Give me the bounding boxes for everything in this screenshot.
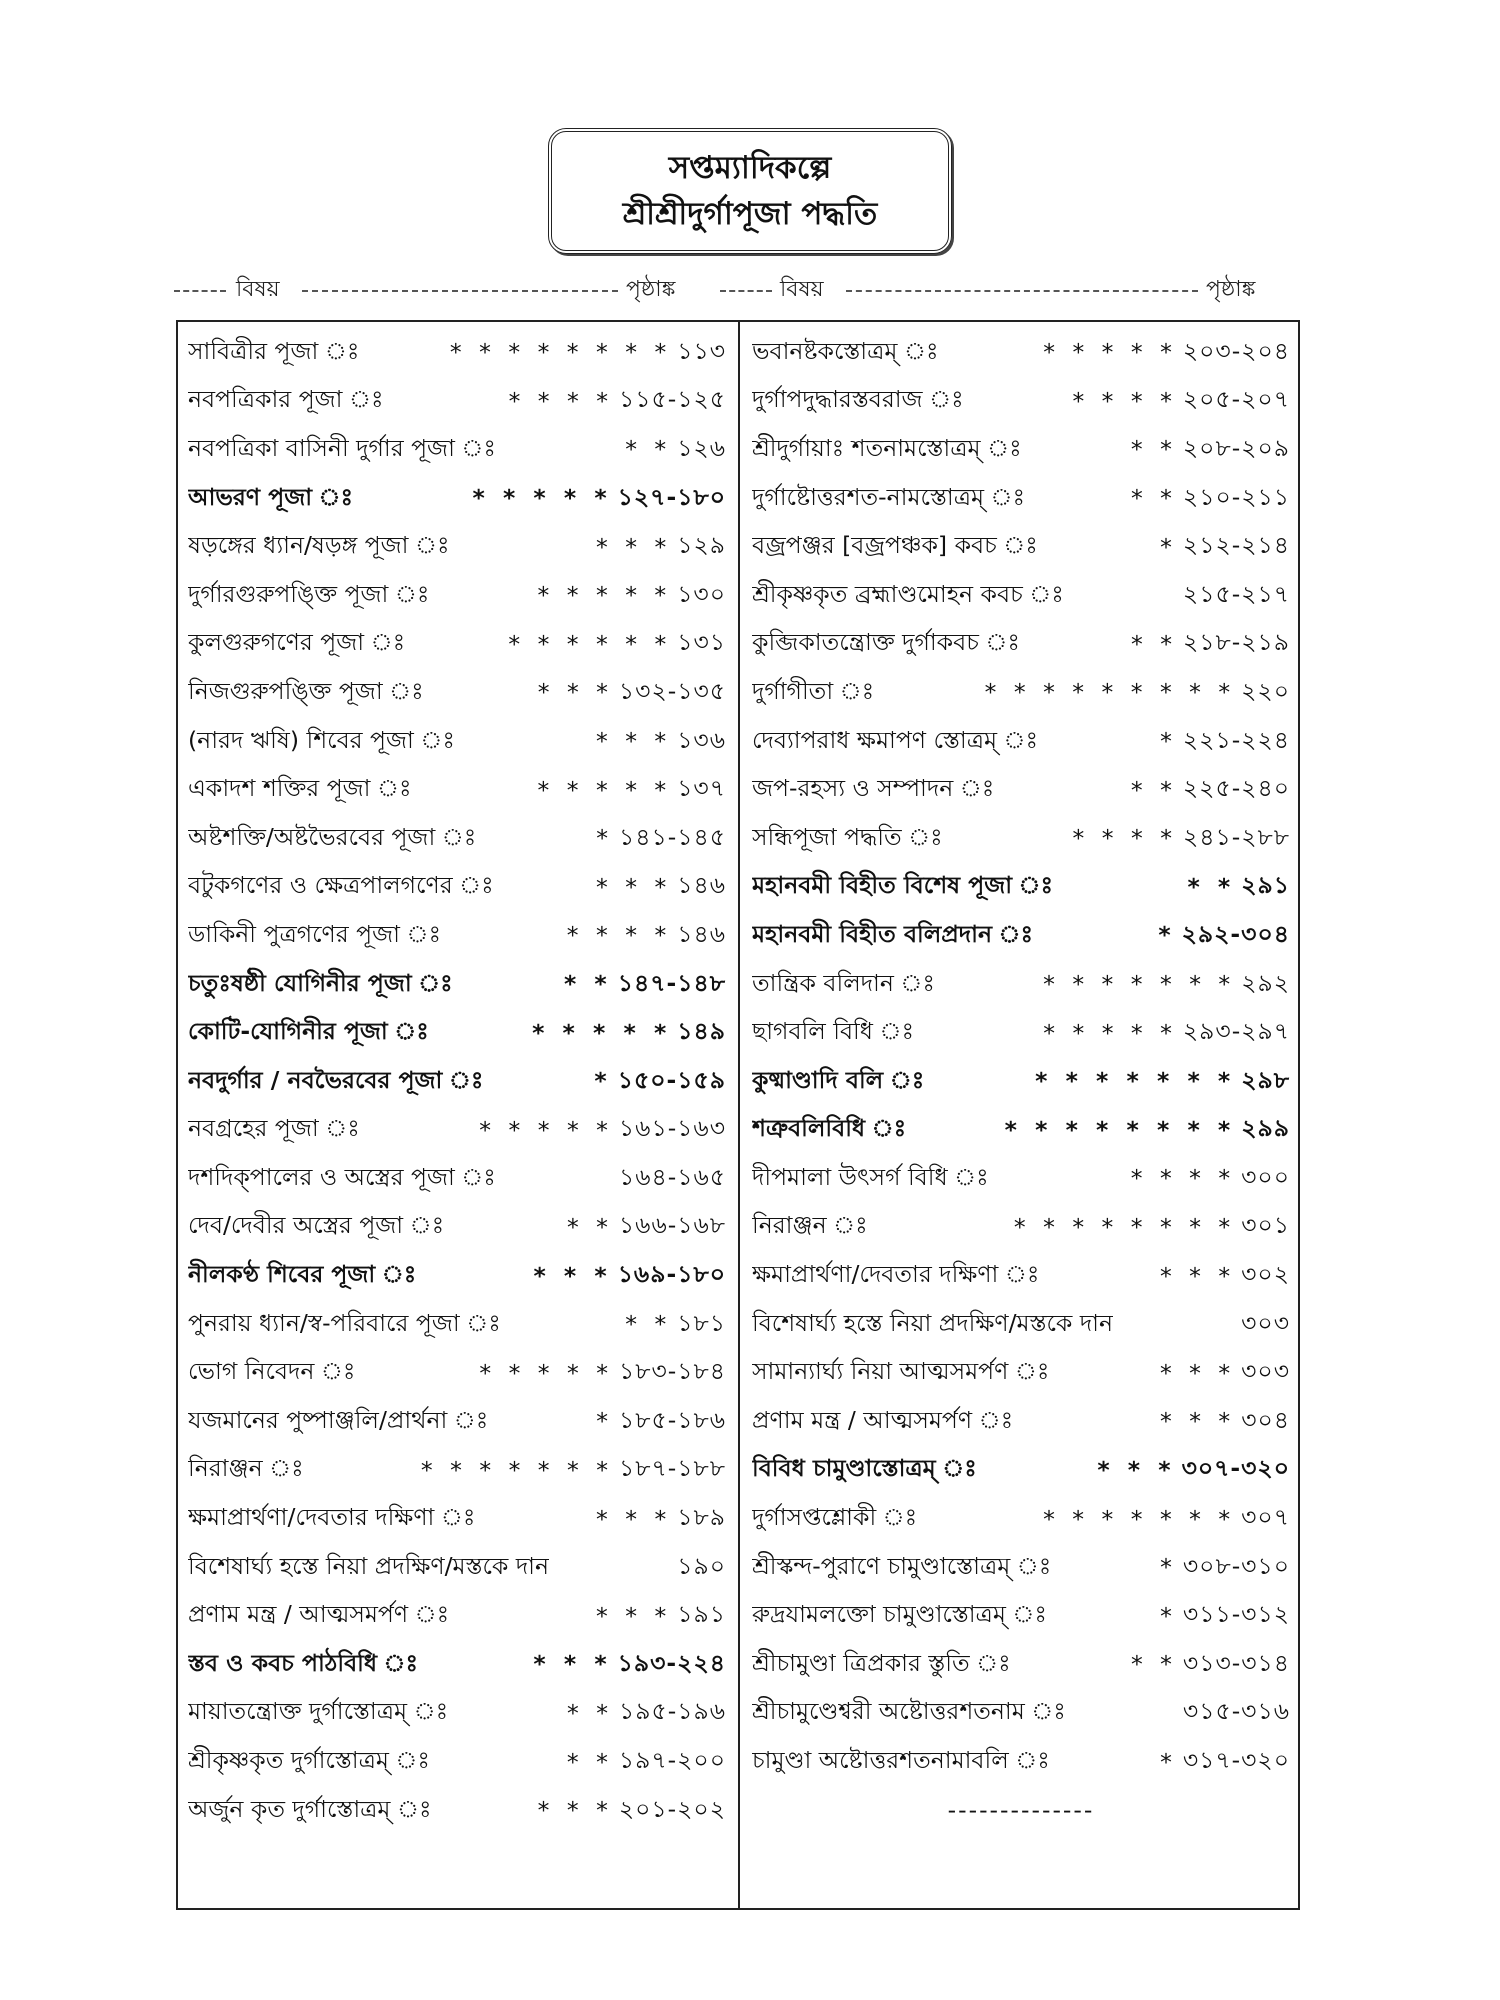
toc-item-label: নিজগুরুপঙ্ক্তি পূজা ঃ <box>188 676 424 705</box>
toc-row <box>188 1203 726 1252</box>
toc-item-label: বটুকগণের ও ক্ষেত্রপালগণের ঃ <box>188 871 494 900</box>
toc-item-label: দীপমালা উৎসর্গ বিধি ঃ <box>752 1162 989 1191</box>
toc-item-label: কুব্জিকাতন্ত্রোক্ত দুর্গাকবচ ঃ <box>752 628 1020 657</box>
toc-item-page: ৩১৫-৩১৬ <box>1182 1697 1290 1726</box>
toc-item-leader: * * <box>625 1310 672 1339</box>
toc-row <box>188 1640 726 1689</box>
toc-row <box>188 620 726 669</box>
toc-left-column <box>188 328 726 1834</box>
toc-item-page: ৩১৭-৩২০ <box>1182 1746 1290 1775</box>
toc-row <box>188 1348 726 1397</box>
toc-item-leader: * * * <box>596 872 672 901</box>
toc-row <box>188 863 726 912</box>
toc-item-leader: * <box>1160 1601 1177 1630</box>
header-dash <box>302 290 618 292</box>
toc-item-label: চামুণ্ডা অষ্টোত্তরশতনামাবলি ঃ <box>752 1746 1050 1775</box>
toc-item-page: ১৩১ <box>677 628 726 657</box>
toc-item-label: (নারদ ঋষি) শিবের পূজা ঃ <box>188 725 455 754</box>
toc-item-page: ৩০৭ <box>1241 1503 1290 1532</box>
toc-item-label: নবদুর্গার / নবভৈরবের পূজা ঃ <box>188 1065 484 1094</box>
header-dash <box>720 290 772 292</box>
toc-row <box>188 1057 726 1106</box>
toc-item-label: নবপত্রিকার পূজা ঃ <box>188 385 384 414</box>
toc-item-leader: * <box>1158 921 1176 950</box>
toc-item-page: ১৬৯-১৮০ <box>617 1260 726 1289</box>
toc-item-label: বিবিধ চামুণ্ডাস্তোত্রম্ ঃ <box>752 1454 977 1483</box>
toc-item-label: শত্রুবলিবিধি ঃ <box>752 1114 907 1143</box>
toc-item-label: শ্রীকৃষ্ণকৃত ব্রহ্মাণ্ডমোহন কবচ ঃ <box>752 579 1064 608</box>
toc-row <box>752 1397 1290 1446</box>
toc-item-leader: * * * * * * * * <box>1013 1212 1236 1241</box>
toc-item-leader: * * <box>1130 1650 1177 1679</box>
toc-item-page: ১৪৬ <box>677 871 726 900</box>
toc-item-label: শ্রীস্কন্দ-পুরাণে চামুণ্ডাস্তোত্রম্ ঃ <box>752 1551 1052 1580</box>
toc-item-page: ২২৫-২৪০ <box>1182 774 1290 803</box>
toc-row <box>752 1300 1290 1349</box>
toc-item-page: ২১২-২১৪ <box>1182 531 1290 560</box>
toc-right-column <box>752 328 1290 1834</box>
toc-item-page: ১৯৫-১৯৬ <box>618 1697 726 1726</box>
toc-item-label: সন্ধিপূজা পদ্ধতি ঃ <box>752 822 943 851</box>
toc-item-page: ১৪৬ <box>677 919 726 948</box>
toc-row <box>752 377 1290 426</box>
toc-item-page: ১৮৭-১৮৮ <box>618 1454 726 1483</box>
toc-item-label: ক্ষমাপ্রার্থণা/দেবতার দক্ষিণা ঃ <box>188 1503 476 1532</box>
toc-item-leader: * * * * * * * * <box>449 338 672 367</box>
header-subject-left: বিষয় <box>236 277 280 302</box>
toc-row <box>188 425 726 474</box>
toc-item-page: ১৩২-১৩৫ <box>618 676 726 705</box>
toc-item-label: বজ্রপঞ্জর [বজ্রপঞ্চক] কবচ ঃ <box>752 531 1038 560</box>
toc-item-page: ১২৯ <box>677 531 726 560</box>
toc-item-page: ১৪১-১৪৫ <box>619 822 726 851</box>
toc-item-page: ১৯০ <box>677 1551 726 1580</box>
toc-item-page: ১৩০ <box>677 579 726 608</box>
toc-row <box>752 1543 1290 1592</box>
toc-item-leader: * * * * * <box>472 484 612 513</box>
toc-row <box>752 668 1290 717</box>
toc-row <box>752 717 1290 766</box>
toc-item-label: দেব্যাপরাধ ক্ষমাপণ স্তোত্রম্ ঃ <box>752 725 1039 754</box>
toc-item-page: ২৯৯ <box>1241 1114 1290 1143</box>
toc-row <box>188 1154 726 1203</box>
toc-item-leader: * * * * * * <box>508 629 672 658</box>
toc-item-leader: * * * * <box>508 386 613 415</box>
header-dash <box>174 290 226 292</box>
toc-item-label: ভবানষ্টকস্তোত্রম্ ঃ <box>752 336 939 365</box>
toc-item-page: ৩১১-৩১২ <box>1182 1600 1290 1629</box>
title-line-1: সপ্তম্যাদিকল্পে <box>668 150 832 186</box>
toc-row <box>752 911 1290 960</box>
toc-row <box>752 425 1290 474</box>
toc-item-page: ১৩৬ <box>677 725 726 754</box>
toc-item-page: ২১৫-২১৭ <box>1182 579 1290 608</box>
toc-item-page: ৩০৮-৩১০ <box>1182 1551 1290 1580</box>
toc-item-page: ১৪৭-১৪৮ <box>617 968 726 997</box>
toc-item-page: ২১৮-২১৯ <box>1182 628 1290 657</box>
toc-row <box>188 474 726 523</box>
toc-item-leader: * * * * <box>1130 1164 1236 1193</box>
toc-row <box>752 1057 1290 1106</box>
toc-item-label: নিরাঞ্জন ঃ <box>752 1211 868 1240</box>
toc-row <box>752 620 1290 669</box>
toc-item-leader: * * <box>1130 629 1177 658</box>
toc-item-leader: * <box>1160 532 1177 561</box>
toc-item-leader: * * * <box>1159 1358 1236 1387</box>
toc-row <box>752 1348 1290 1397</box>
toc-item-label: জপ-রহস্য ও সম্পাদন ঃ <box>752 774 995 803</box>
toc-item-leader: * * * <box>1097 1455 1176 1484</box>
toc-item-leader: * <box>596 1407 613 1436</box>
toc-row <box>188 1446 726 1495</box>
toc-item-page: ১৬৬-১৬৮ <box>618 1211 726 1240</box>
toc-item-leader: * * * * <box>1072 824 1177 853</box>
toc-item-label: নীলকণ্ঠ শিবের পূজা ঃ <box>188 1260 417 1289</box>
toc-item-leader: * <box>594 1067 612 1096</box>
toc-item-leader: * * * <box>595 727 672 756</box>
toc-item-leader: * * * * * * * <box>420 1455 613 1484</box>
toc-row <box>752 1640 1290 1689</box>
toc-item-page: ১৫০-১৫৯ <box>617 1065 726 1094</box>
toc-item-label: সামান্যার্ঘ্য নিয়া আত্মসমর্পণ ঃ <box>752 1357 1050 1386</box>
toc-row <box>188 1300 726 1349</box>
toc-item-page: ১৯৩-২২৪ <box>617 1648 726 1677</box>
toc-item-label: সাবিত্রীর পূজা ঃ <box>188 336 360 365</box>
toc-item-leader: * * * <box>1159 1407 1236 1436</box>
toc-item-leader: * * <box>566 1747 613 1776</box>
toc-item-page: ৩০৩ <box>1241 1308 1290 1337</box>
toc-row <box>752 522 1290 571</box>
toc-item-leader: * <box>596 824 614 853</box>
toc-item-leader: * * <box>1130 484 1177 513</box>
toc-item-page: ২৪১-২৮৮ <box>1182 822 1290 851</box>
title-line-2: শ্রীশ্রীদুর্গাপূজা পদ্ধতি <box>622 196 878 232</box>
toc-row <box>752 1203 1290 1252</box>
toc-item-page: ১৯৭-২০০ <box>618 1746 726 1775</box>
toc-item-page: ৩০৭-৩২০ <box>1181 1454 1290 1483</box>
toc-item-label: দুর্গারগুরুপঙ্ক্তি পূজা ঃ <box>188 579 430 608</box>
toc-item-label: দুর্গাষ্টোত্তরশত-নামস্তোত্রম্ ঃ <box>752 482 1026 511</box>
toc-item-leader: * * * <box>537 1796 613 1825</box>
toc-item-label: কুলগুরুগণের পূজা ঃ <box>188 628 406 657</box>
toc-item-page: ১৪৯ <box>677 1017 726 1046</box>
toc-item-page: ২২০ <box>1241 676 1290 705</box>
title-box <box>548 128 952 254</box>
toc-item-page: ২৯৮ <box>1241 1065 1290 1094</box>
toc-item-page: ১৬৪-১৬৫ <box>618 1162 726 1191</box>
toc-item-label: দুর্গাপদুদ্ধারস্তবরাজ ঃ <box>752 385 964 414</box>
toc-item-leader: * * * <box>596 1601 672 1630</box>
toc-item-page: ১৯১ <box>677 1600 726 1629</box>
toc-row <box>188 1786 726 1835</box>
toc-item-label: স্তব ও কবচ পাঠবিধি ঃ <box>188 1648 419 1677</box>
toc-item-label: পুনরায় ধ্যান/স্ব-পরিবারে পূজা ঃ <box>188 1308 501 1337</box>
toc-row <box>188 1543 726 1592</box>
toc-item-label: তান্ত্রিক বলিদান ঃ <box>752 968 935 997</box>
toc-item-leader: * * <box>1130 435 1177 464</box>
toc-item-label: একাদশ শক্তির পূজা ঃ <box>188 774 412 803</box>
toc-item-page: ১১৫-১২৫ <box>618 385 726 414</box>
toc-item-label: শ্রীচামুণ্ডেশ্বরী অষ্টোত্তরশতনাম ঃ <box>752 1697 1066 1726</box>
toc-row <box>188 1494 726 1543</box>
toc-item-label: চতুঃষষ্ঠী যোগিনীর পূজা ঃ <box>188 968 453 997</box>
toc-table <box>176 320 1300 1910</box>
toc-row <box>188 765 726 814</box>
header-dash <box>846 290 1198 292</box>
toc-row <box>752 1689 1290 1738</box>
toc-item-page: ১৮১ <box>677 1308 726 1337</box>
toc-item-leader: * * * * * <box>1043 1018 1177 1047</box>
toc-row <box>188 960 726 1009</box>
toc-row <box>188 571 726 620</box>
toc-item-label: অর্জুন কৃত দুর্গাস্তোত্রম্ ঃ <box>188 1794 432 1823</box>
toc-item-page: ২০৩-২০৪ <box>1182 336 1290 365</box>
toc-row <box>188 668 726 717</box>
toc-item-label: শ্রীদুর্গায়াঃ শতনামস্তোত্রম্ ঃ <box>752 433 1022 462</box>
toc-row <box>752 863 1290 912</box>
header-page-left: পৃষ্ঠাঙ্ক <box>626 277 676 302</box>
toc-item-leader: * * * <box>537 678 613 707</box>
toc-item-label: মহানবমী বিহীত বলিপ্রদান ঃ <box>752 919 1034 948</box>
toc-item-leader: * * * * * <box>479 1358 613 1387</box>
toc-item-page: ১২৭-১৮০ <box>617 482 726 511</box>
toc-row <box>188 1106 726 1155</box>
toc-item-leader: * * * * * * * * * <box>984 678 1236 707</box>
toc-item-label: অষ্টশক্তি/অষ্টভৈরবের পূজা ঃ <box>188 822 477 851</box>
toc-item-leader: * * <box>1187 872 1236 901</box>
toc-row <box>752 1591 1290 1640</box>
toc-item-leader: * * <box>563 970 612 999</box>
toc-row <box>188 377 726 426</box>
toc-item-label: ভোগ নিবেদন ঃ <box>188 1357 356 1386</box>
toc-row <box>752 960 1290 1009</box>
toc-row <box>188 1008 726 1057</box>
header-subject-right: বিষয় <box>780 277 824 302</box>
toc-item-leader: * <box>1160 727 1177 756</box>
toc-item-page: ১৮৫-১৮৬ <box>618 1405 726 1434</box>
toc-end-dashes: -------------- <box>947 1796 1095 1825</box>
toc-item-leader: * * * * * <box>537 775 672 804</box>
column-header-row <box>174 270 1300 310</box>
toc-item-leader: * * * * <box>1072 386 1177 415</box>
toc-item-label: ছাগবলি বিধি ঃ <box>752 1017 914 1046</box>
toc-row <box>188 911 726 960</box>
toc-item-label: রুদ্রযামলক্তো চামুণ্ডাস্তোত্রম্ ঃ <box>752 1600 1047 1629</box>
toc-item-page: ২০৮-২০৯ <box>1182 433 1290 462</box>
toc-item-leader: * * * * * <box>537 581 672 610</box>
toc-item-leader: * * * * * <box>479 1115 613 1144</box>
toc-item-label: বিশেষার্ঘ্য হস্তে নিয়া প্রদক্ষিণ/মস্তকে দান <box>188 1551 550 1580</box>
toc-item-label: ষড়ঙ্গের ধ্যান/ষড়ঙ্গ পূজা ঃ <box>188 531 450 560</box>
toc-row <box>188 1251 726 1300</box>
toc-item-page: ১১৩ <box>677 336 726 365</box>
toc-item-page: ২৯২-৩০৪ <box>1181 919 1290 948</box>
toc-row <box>752 1008 1290 1057</box>
toc-row <box>188 1689 726 1738</box>
toc-item-page: ২৯২ <box>1241 968 1290 997</box>
toc-item-label: আভরণ পূজা ঃ <box>188 482 354 511</box>
toc-item-leader: * * * * * * * <box>1035 1067 1236 1096</box>
toc-item-label: দুর্গাগীতা ঃ <box>752 676 875 705</box>
toc-item-leader: * * * * * * * <box>1043 970 1236 999</box>
column-divider <box>738 322 740 1908</box>
toc-row <box>752 1106 1290 1155</box>
toc-row <box>752 1446 1290 1495</box>
toc-item-page: ৩১৩-৩১৪ <box>1182 1648 1290 1677</box>
toc-item-label: মায়াতন্ত্রোক্ত দুর্গাস্তোত্রম্ ঃ <box>188 1697 449 1726</box>
toc-item-leader: * * <box>1130 775 1177 804</box>
toc-item-leader: * * * <box>1159 1261 1236 1290</box>
toc-item-leader: * * * <box>533 1261 612 1290</box>
toc-row <box>752 571 1290 620</box>
toc-item-label: যজমানের পুষ্পাঞ্জলি/প্রার্থনা ঃ <box>188 1405 489 1434</box>
toc-item-page: ২০৫-২০৭ <box>1182 385 1290 414</box>
header-page-right: পৃষ্ঠাঙ্ক <box>1206 277 1256 302</box>
toc-item-page: ২২১-২২৪ <box>1182 725 1290 754</box>
toc-item-label: দেব/দেবীর অস্ত্রের পূজা ঃ <box>188 1211 445 1240</box>
toc-item-label: ডাকিনী পুত্রগণের পূজা ঃ <box>188 919 441 948</box>
toc-item-page: ২৯৩-২৯৭ <box>1182 1017 1290 1046</box>
toc-row <box>188 1591 726 1640</box>
toc-item-label: ক্ষমাপ্রার্থণা/দেবতার দক্ষিণা ঃ <box>752 1260 1040 1289</box>
toc-row <box>752 814 1290 863</box>
toc-item-label: প্রণাম মন্ত্র / আত্মসমর্পণ ঃ <box>752 1405 1014 1434</box>
toc-row <box>752 1251 1290 1300</box>
toc-item-label: দশদিক্পালের ও অস্ত্রের পূজা ঃ <box>188 1162 496 1191</box>
toc-item-leader: * * * * * * * * <box>1004 1115 1236 1144</box>
toc-row <box>752 1494 1290 1543</box>
toc-row <box>752 328 1290 377</box>
toc-item-label: কোটি-যোগিনীর পূজা ঃ <box>188 1017 429 1046</box>
toc-item-page: ১৩৭ <box>677 774 726 803</box>
toc-row <box>188 522 726 571</box>
toc-item-leader: * * * * * <box>1043 338 1177 367</box>
toc-row <box>752 1737 1290 1786</box>
toc-item-page: ২১০-২১১ <box>1182 482 1290 511</box>
toc-item-leader: * * * * <box>566 921 672 950</box>
toc-item-page: ৩০৪ <box>1241 1405 1290 1434</box>
toc-item-leader: * <box>1160 1747 1177 1776</box>
toc-item-page: ৩০০ <box>1241 1162 1290 1191</box>
toc-item-leader: * * * * * * * <box>1043 1504 1236 1533</box>
toc-item-page: ১৬১-১৬৩ <box>618 1114 726 1143</box>
toc-item-page: ২০১-২০২ <box>618 1794 726 1823</box>
toc-item-label: নবগ্রহের পূজা ঃ <box>188 1114 360 1143</box>
toc-item-page: ৩০৩ <box>1241 1357 1290 1386</box>
toc-item-leader: * <box>1160 1553 1177 1582</box>
toc-item-label: মহানবমী বিহীত বিশেষ পূজা ঃ <box>752 871 1054 900</box>
toc-item-label: শ্রীকৃষ্ণকৃত দুর্গাস্তোত্রম্ ঃ <box>188 1746 430 1775</box>
toc-row <box>188 1397 726 1446</box>
toc-item-page: ৩০২ <box>1241 1260 1290 1289</box>
toc-item-page: ১২৬ <box>677 433 726 462</box>
toc-item-page: ২৯১ <box>1241 871 1290 900</box>
toc-item-leader: * * * * * <box>532 1018 672 1047</box>
toc-item-leader: * * <box>625 435 672 464</box>
toc-item-label: কুষ্মাণ্ডাদি বলি ঃ <box>752 1065 925 1094</box>
toc-row <box>188 717 726 766</box>
toc-item-leader: * * * <box>596 1504 672 1533</box>
toc-item-label: বিশেষার্ঘ্য হস্তে নিয়া প্রদক্ষিণ/মস্তকে দান <box>752 1308 1114 1337</box>
toc-item-leader: * * * <box>596 532 672 561</box>
toc-row <box>188 814 726 863</box>
toc-item-leader: * * <box>566 1212 613 1241</box>
toc-row <box>752 765 1290 814</box>
toc-item-leader: * * * <box>533 1650 612 1679</box>
toc-row <box>752 474 1290 523</box>
toc-item-label: প্রণাম মন্ত্র / আত্মসমর্পণ ঃ <box>188 1600 450 1629</box>
toc-item-label: নিরাঞ্জন ঃ <box>188 1454 304 1483</box>
toc-item-label: শ্রীচামুণ্ডা ত্রিপ্রকার স্তুতি ঃ <box>752 1648 1011 1677</box>
toc-row <box>752 1154 1290 1203</box>
toc-item-page: ৩০১ <box>1241 1211 1290 1240</box>
toc-item-page: ১৮৯ <box>677 1503 726 1532</box>
toc-row <box>188 328 726 377</box>
toc-item-label: নবপত্রিকা বাসিনী দুর্গার পূজা ঃ <box>188 433 496 462</box>
toc-item-label: দুর্গাসপ্তশ্লোকী ঃ <box>752 1503 918 1532</box>
toc-row <box>188 1737 726 1786</box>
toc-item-leader: * * <box>567 1698 613 1727</box>
toc-item-page: ১৮৩-১৮৪ <box>618 1357 726 1386</box>
